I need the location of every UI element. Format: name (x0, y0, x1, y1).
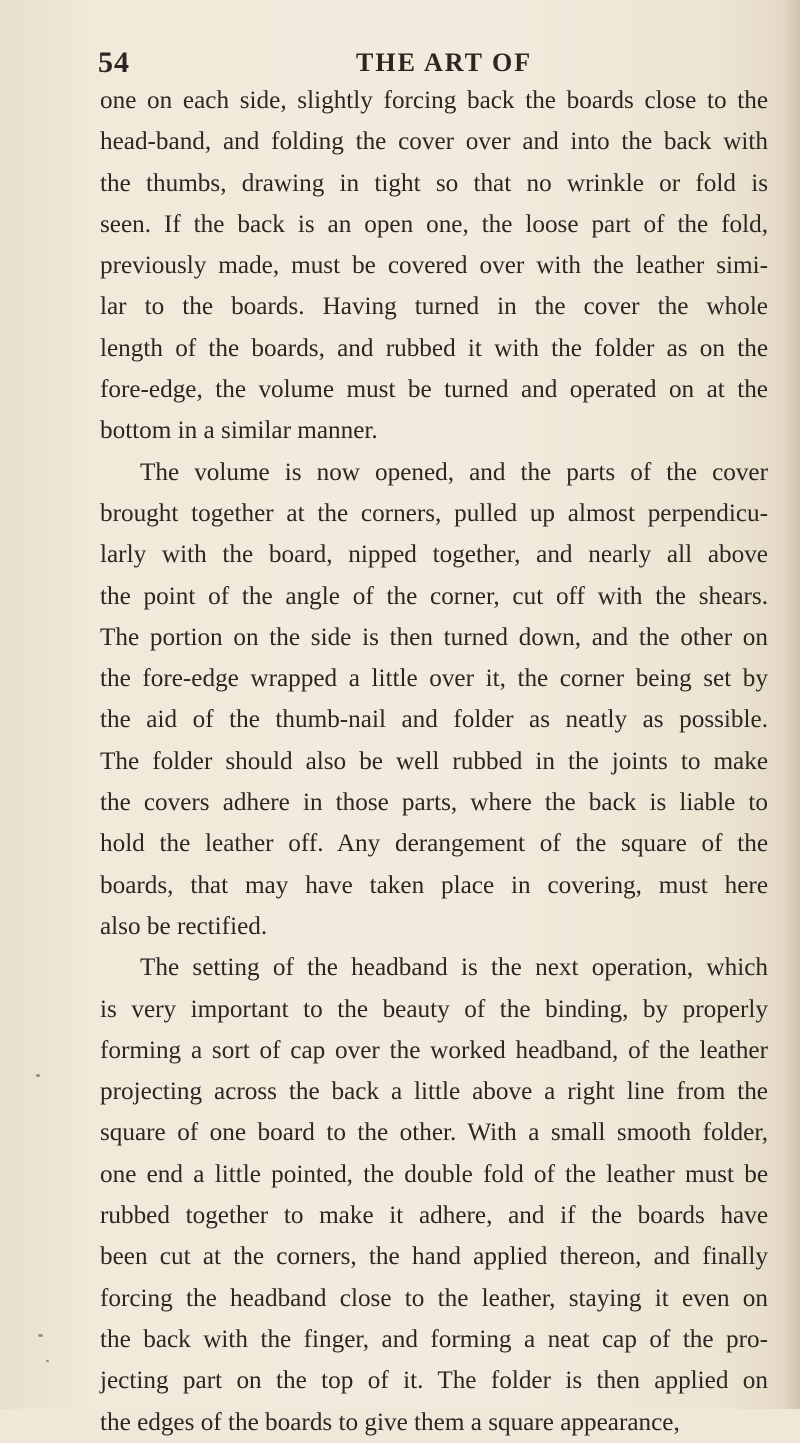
text-line: bottom in a similar manner. (100, 417, 378, 445)
text-line: also be rectified. (100, 912, 268, 940)
text-line: the back with the finger, and forming a neat cap of the pro- (100, 1325, 768, 1353)
text-line: The volume is now opened, and the parts of the cover (140, 458, 768, 486)
text-line: jecting part on the top of it. The folder is then applied on (100, 1367, 768, 1395)
text-line: brought together at the corners, pulled up almost perpendicu- (100, 499, 768, 527)
paper-speck (36, 1074, 40, 1077)
text-line: the aid of the thumb-nail and folder as neatly as possible. (100, 706, 768, 734)
text-line: fore-edge, the volume must be turned and operated on at the (100, 376, 768, 404)
text-line: rubbed together to make it adhere, and if the boards have (100, 1202, 768, 1230)
text-line: hold the leather off. Any derangement of the square of the (100, 830, 768, 858)
paper-speck (46, 1360, 49, 1362)
text-line: forcing the headband close to the leather, staying it even on (100, 1284, 768, 1312)
text-line: one end a little pointed, the double fold of the leather must be (100, 1160, 768, 1188)
text-line: projecting across the back a little above a right line from the (100, 1078, 768, 1106)
paper-speck (38, 1334, 43, 1337)
page-edge-shadow (782, 0, 800, 1409)
text-line: length of the boards, and rubbed it with the folder as on the (100, 334, 768, 362)
text-line: The folder should also be well rubbed in the joints to make (100, 747, 768, 775)
running-head: THE ART OF (356, 48, 533, 77)
text-line: one on each side, slightly forcing back the boards close to the (100, 87, 768, 114)
text-line: the covers adhere in those parts, where the back is liable to (100, 789, 768, 817)
text-line: lar to the boards. Having turned in the cover the whole (100, 293, 768, 321)
text-line: forming a sort of cap over the worked headband, of the leather (100, 1036, 768, 1064)
text-line: been cut at the corners, the hand applied thereon, and finally (100, 1243, 768, 1271)
text-line: is very important to the beauty of the binding, by properly (100, 995, 768, 1023)
text-line: The portion on the side is then turned down, and the other on (100, 623, 768, 651)
text-line: the thumbs, drawing in tight so that no wrinkle or fold is (100, 169, 768, 197)
text-line: square of one board to the other. With a small smooth folder, (100, 1119, 768, 1147)
text-line: head-band, and folding the cover over and into the back with (100, 128, 768, 156)
text-line: the edges of the boards to give them a square appearance, (100, 1408, 680, 1436)
page-number: 54 (98, 46, 130, 79)
text-line: the fore-edge wrapped a little over it, the corner being set by (100, 665, 768, 693)
text-line: boards, that may have taken place in covering, must here (100, 871, 768, 899)
text-line: the point of the angle of the corner, cut off with the shears. (100, 582, 768, 610)
text-line: previously made, must be covered over with the leather simi- (100, 252, 768, 280)
text-line: The setting of the headband is the next operation, which (140, 954, 768, 982)
text-line: larly with the board, nipped together, and nearly all above (100, 541, 768, 569)
body-text (100, 80, 768, 1443)
text-line: seen. If the back is an open one, the loose part of the fold, (100, 210, 768, 238)
